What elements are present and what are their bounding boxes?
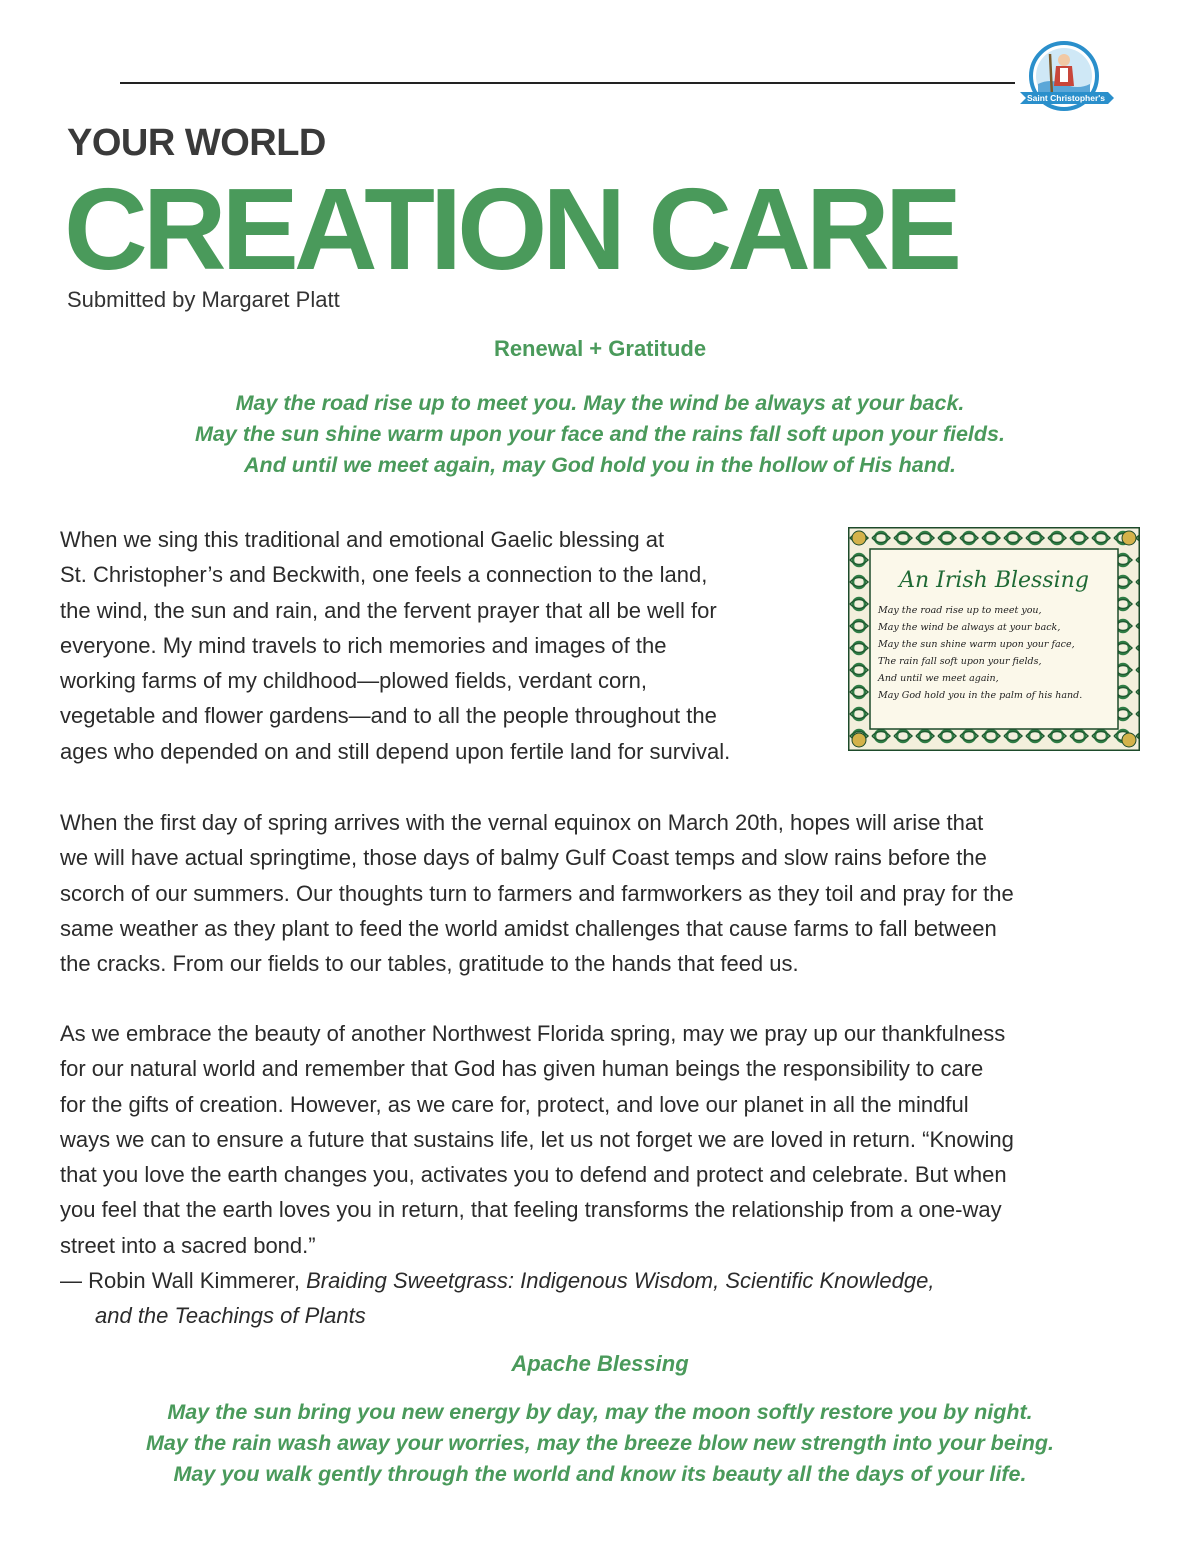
renewal-heading: Renewal + Gratitude <box>493 336 707 361</box>
paragraph-line: When the first day of spring arrives with the vernal equinox on March 20th, hopes will arise that <box>60 810 984 835</box>
paragraph-line: St. Christopher’s and Beckwith, one feels a connection to the land, <box>60 562 708 588</box>
header-rule <box>120 82 1015 84</box>
paragraph-line: vegetable and flower gardens—and to all the people throughout the <box>60 703 717 729</box>
image-line: And until we meet again, <box>878 673 999 684</box>
image-line: May the road rise up to meet you, <box>878 605 1042 616</box>
apache-heading: Apache Blessing <box>511 1351 689 1376</box>
page-title: CREATION CARE <box>64 164 958 294</box>
image-line: May the wind be always at your back, <box>878 622 1061 633</box>
paragraph-1 <box>60 522 730 769</box>
paragraph-line: working farms of my childhood—plowed fields, verdant corn, <box>60 668 647 694</box>
logo-text: Saint Christopher's <box>1026 93 1106 103</box>
paragraph-line: that you love the earth changes you, activates you to defend and protect and celebrate. But when <box>60 1162 1007 1188</box>
image-line: The rain fall soft upon your fields, <box>878 656 1042 667</box>
paragraph-line: the wind, the sun and rain, and the fervent prayer that all be well for <box>60 597 717 623</box>
attribution-author: — Robin Wall Kimmerer, <box>60 1268 307 1293</box>
paragraph-line: same weather as they plant to feed the world amidst challenges that cause farms to fall between <box>60 915 997 941</box>
blessing-line: May the sun shine warm upon your face and the rains fall soft upon your fields. <box>195 422 1005 446</box>
paragraph-line: we will have actual springtime, those days of balmy Gulf Coast temps and slow rains before the <box>60 845 987 871</box>
image-line: May God hold you in the palm of his hand. <box>878 690 1083 701</box>
image-title: An Irish Blessing <box>899 568 1089 593</box>
image-line: May the sun shine warm upon your face, <box>878 639 1075 650</box>
paragraph-line: you feel that the earth loves you in return, that feeling transforms the relationship from a one-way <box>60 1197 1002 1223</box>
section-kicker: YOUR WORLD <box>67 122 326 164</box>
irish-blessing-text <box>0 388 1200 481</box>
paragraph-line: for our natural world and remember that God has given human beings the responsibility to care <box>60 1056 984 1082</box>
paragraph-line: ages who depended on and still depend upon fertile land for survival. <box>60 738 731 764</box>
book-title-cont: and the Teachings of Plants <box>95 1303 366 1329</box>
irish-blessing-image <box>848 527 1140 751</box>
byline: Submitted by Margaret Platt <box>67 287 340 312</box>
paragraph-line: When we sing this traditional and emotional Gaelic blessing at <box>60 527 665 552</box>
church-logo <box>1016 40 1120 120</box>
paragraph-line: the cracks. From our fields to our tables, gratitude to the hands that feed us. <box>60 951 799 977</box>
paragraph-line: for the gifts of creation. However, as we care for, protect, and love our planet in all the mindful <box>60 1091 969 1117</box>
apache-blessing-text <box>0 1397 1200 1490</box>
paragraph-line: everyone. My mind travels to rich memories and images of the <box>60 632 667 658</box>
paragraph-2 <box>60 805 1014 981</box>
blessing-line: May the rain wash away your worries, may the breeze blow new strength into your being. <box>146 1431 1054 1455</box>
paragraph-line: ways we can to ensure a future that sustains life, let us not forget we are loved in return. “Knowing <box>60 1126 1014 1152</box>
paragraph-line: street into a sacred bond.” <box>60 1232 316 1258</box>
blessing-line: May the sun bring you new energy by day, may the moon softly restore you by night. <box>167 1400 1033 1424</box>
book-title: Braiding Sweetgrass: Indigenous Wisdom, Scientific Knowledge, <box>306 1268 935 1293</box>
paragraph-3 <box>60 1016 1014 1263</box>
quote-attribution <box>60 1263 934 1334</box>
blessing-line: May the road rise up to meet you. May the wind be always at your back. <box>235 391 965 415</box>
blessing-line: And until we meet again, may God hold you in the hollow of His hand. <box>244 453 956 477</box>
paragraph-line: scorch of our summers. Our thoughts turn to farmers and farmworkers as they toil and pray for the <box>60 880 1014 906</box>
blessing-line: May you walk gently through the world and know its beauty all the days of your life. <box>173 1462 1027 1486</box>
paragraph-line: As we embrace the beauty of another Northwest Florida spring, may we pray up our thankfulness <box>60 1021 1006 1046</box>
